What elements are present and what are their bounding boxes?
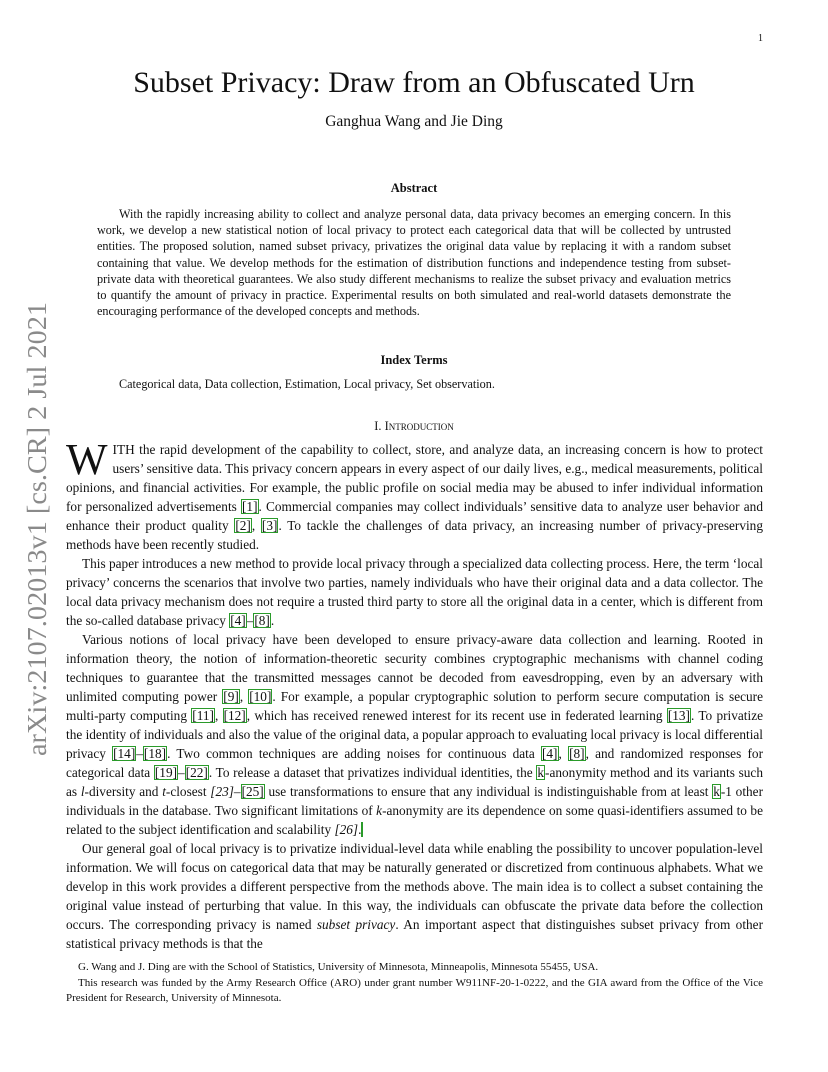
intro-paragraph-2: This paper introduces a new method to provide local privacy through a specialized data collecting process. Here, the term ‘local privacy’ concerns the scenarios that involve two parties, namely individuals who have their original data and a data collector. The local data privacy mechanism does not require a trusted third party to store all the original data in a center, which is different from the so-called database privacy [4]–[8].: [66, 556, 763, 629]
intro-paragraph-4: Our general goal of local privacy is to privatize individual-level data while enabling the possibility to uncover population-level information. We will focus on categorical data that may be naturally generated or discretized from continuous alphabets. What we develop in this work provides a different perspective from the methods above. The main idea is to collect a subset containing the original value instead of perturbing that value. In this way, the individuals can obfuscate the private data before the collection occurs. The corresponding privacy is named subset privacy. An important aspect that distinguishes subset privacy from other statistical privacy methods is that the: [66, 841, 763, 952]
math-variable: k: [376, 803, 383, 819]
index-terms-heading: Index Terms: [380, 353, 448, 367]
citation-link[interactable]: [13]: [667, 708, 690, 724]
abstract-heading: Abstract: [390, 181, 438, 195]
citation-link[interactable]: [14]: [113, 746, 136, 762]
footnote-affiliation: G. Wang and J. Ding are with the School of Statistics, University of Minnesota, Minneapolis, Minnesota 55455, USA.: [78, 961, 599, 973]
intro-paragraph-3: Various notions of local privacy have been developed to ensure privacy-aware data collection and learning. Rooted in information theory, the notion of information-theoretic security combines cryptographic mechanisms with channel coding techniques to guarantee that the transmitted messages cannot be decoded from eavesdropping, even by an adversary with unlimited computing power [9], [10]. For example, a popular cryptographic solution to perform secure computation is secure multi-party computing [11], [12], which has received renewed interest for its recent use in federated learning [13]. To privatize the identity of individuals and also the value of the original data, a popular approach to evaluating local privacy is local differential privacy [14]–[18]. Two common techniques are adding noises for continuous data [4], [8], and randomized responses for categorical data [19]–[22]. To release a dataset that privatizes individual identities, the k-anonymity method and its variants such as l-diversity and t-closest [23]–[25] use transformations to ensure that any individual is indistinguishable from at least k-1 other individuals in the database. Two significant limitations of k-anonymity are its dependence on some quasi-identifiers assumed to be related to the subject identification and scalability [26].: [66, 632, 764, 838]
drop-cap: W: [66, 435, 108, 484]
citation-link[interactable]: k: [713, 784, 720, 800]
math-variable: [26]: [334, 822, 359, 838]
citation-link[interactable]: [25]: [241, 784, 264, 800]
page-number: 1: [758, 33, 763, 44]
intro-paragraph-1: WITH the rapid development of the capability to collect, store, and analyze data, an increasing concern is how to protect users’ sensitive data. This privacy concern appears in every aspect of our daily lives, e.g., medical measurements, political opinions, and financial activities. For example, the public profile on social media may be abused to infer individual information for personalized advertisements [1]. Commercial companies may collect individuals’ sensitive data to analyze user behavior and enhance their product quality [2], [3]. To tackle the challenges of data privacy, an increasing number of privacy-preserving methods have been recently studied.: [66, 435, 763, 553]
citation-link[interactable]: [18]: [143, 746, 167, 762]
citation-link[interactable]: [12]: [223, 708, 246, 724]
citation-link[interactable]: [11]: [192, 708, 214, 724]
paper-authors: Ganghua Wang and Jie Ding: [325, 113, 503, 130]
footnotes: [66, 960, 763, 1007]
citation-link[interactable]: [19]: [154, 765, 178, 781]
section-number: I.: [374, 419, 385, 433]
citation-link[interactable]: [1]: [242, 499, 258, 515]
emphasis-term: subset privacy: [316, 917, 396, 933]
index-terms-text: Categorical data, Data collection, Estimation, Local privacy, Set observation.: [119, 377, 495, 391]
math-variable: [23]: [210, 784, 234, 800]
citation-link[interactable]: [8]: [254, 613, 270, 629]
abstract-text: With the rapidly increasing ability to collect and analyze personal data, data privacy becomes an emerging concern. In this work, we develop a new statistical notion of local privacy to protect each categorical data that will be collected by untrusted entities. The proposed solution, named subset privacy, privatizes the original data value by replacing it with a random subset containing that value. We develop methods for the estimation of distribution functions and independence testing from subset-private data with theoretical guarantees. We also study different mechanisms to realize the subset privacy and evaluation metrics to quantify the amount of privacy in practice. Experimental results on both simulated and real-world datasets demonstrate the encouraging performance of the developed concepts and methods.: [97, 207, 731, 319]
math-variable: l: [80, 784, 85, 800]
introduction-heading: [60, 418, 768, 434]
section-title: Introduction: [384, 419, 454, 433]
citation-link[interactable]: [22]: [185, 765, 208, 781]
citation-link[interactable]: [4]: [230, 613, 246, 629]
citation-link[interactable]: k: [537, 765, 545, 781]
citation-link[interactable]: [9]: [223, 689, 239, 705]
paper-title: Subset Privacy: Draw from an Obfuscated Urn: [133, 66, 695, 99]
citation-link[interactable]: [2]: [235, 518, 251, 534]
math-variable: t: [162, 784, 166, 800]
citation-link[interactable]: [10]: [249, 689, 272, 705]
citation-link[interactable]: [361, 822, 363, 837]
arxiv-identifier-text: arXiv:2107.02013v1 [cs.CR] 2 Jul 2021: [22, 322, 52, 756]
citation-link[interactable]: [8]: [569, 746, 585, 762]
citation-link[interactable]: [3]: [261, 518, 278, 534]
arxiv-identifier: [16, 300, 56, 760]
introduction-body: [66, 435, 764, 953]
citation-link[interactable]: [4]: [541, 746, 558, 762]
arxiv-identifier-graphic: [16, 300, 56, 760]
footnote-funding: This research was funded by the Army Research Office (ARO) under grant number W911NF-20-1-0222, and the GIA award from the Office of the Vice President for Research, University of Minnesota.: [66, 976, 763, 1005]
